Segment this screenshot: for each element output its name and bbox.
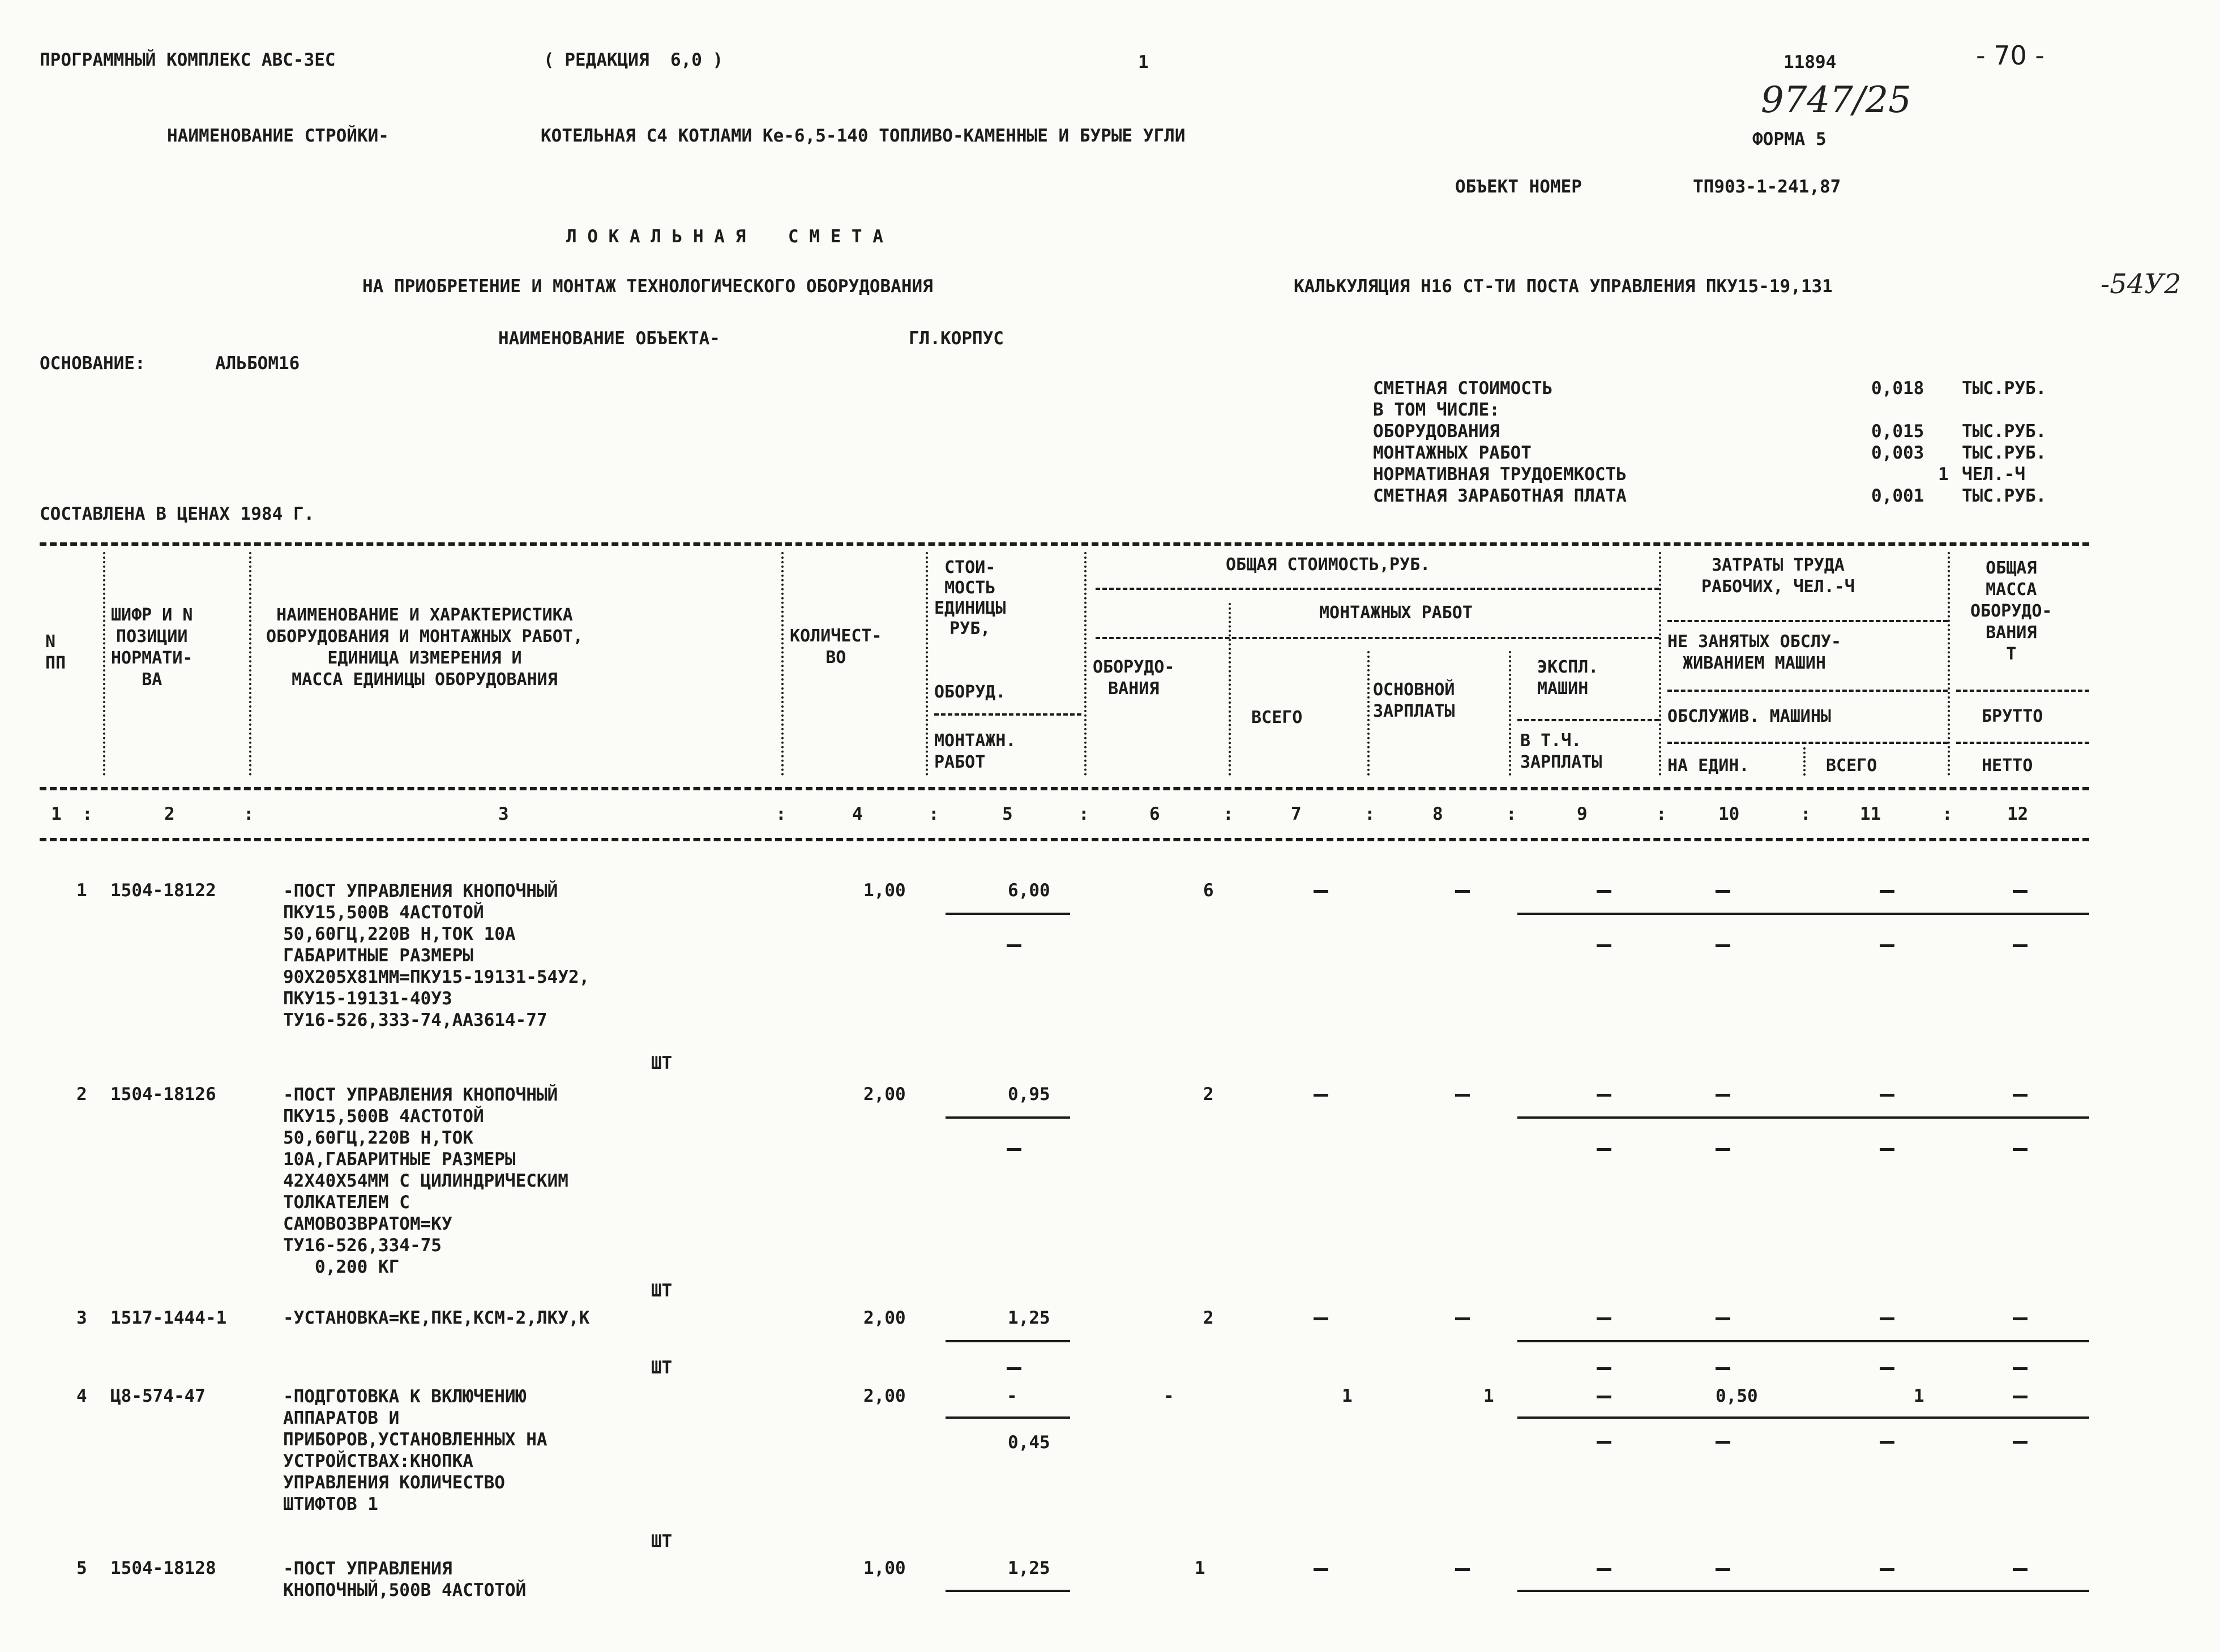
row-unit: ШТ [651,1281,673,1301]
handwritten-code: 9747/25 [1761,79,1911,121]
cell-underline [1517,1416,2089,1419]
cell-dash [1007,944,1021,947]
construction-name: КОТЕЛЬНАЯ С4 КОТЛАМИ Ке-6,5-140 ТОПЛИВО-КАМЕННЫЕ И БУРЫЕ УГЛИ [541,126,1186,146]
row-quantity: 2,00 [863,1084,906,1105]
row-description: -ПОСТ УПРАВЛЕНИЯ КНОПОЧНЫЙ,500В 4АСТОТОЙ [283,1559,527,1600]
row-number: 5 [76,1558,87,1578]
cell-dash [1455,1568,1470,1571]
summary-label: СМЕТНАЯ СТОИМОСТЬ [1373,378,1553,399]
cell-dash [1597,1441,1611,1444]
header-unit-equipment: ОБОРУД. [934,682,1006,702]
cell-dash [1597,1367,1611,1370]
header-base-salary: ОСНОВНОЙ ЗАРПЛАТЫ [1373,680,1455,721]
row-code: 1504-18128 [110,1558,216,1578]
price-basis: СОСТАВЛЕНА В ЦЕНАХ 1984 Г. [40,504,315,524]
cell-dash [1880,890,1894,893]
cell-dash [2013,1568,2027,1571]
header-mounting-total: ВСЕГО [1251,708,1303,727]
header-subline [1667,620,1948,622]
row-description: -ПОСТ УПРАВЛЕНИЯ КНОПОЧНЫЙ ПКУ15,500В 4АСТОТОЙ 50,60ГЦ,220В Н,ТОК 10А,ГАБАРИТНЫЕ РАЗМЕРЫ 42Х40Х54ММ С ЦИЛИНДРИЧЕСКИМ ТОЛКАТЕЛЕМ С САМОВОЗВРАТОМ=КУ ТУ16-526,334-75 0,200 КГ [283,1085,568,1277]
row-code: 1504-18122 [110,880,216,901]
cell-dash [1007,1148,1021,1151]
row-mounting-price: 0,45 [1008,1432,1050,1453]
cell-dash [1007,1367,1021,1370]
summary-label: НОРМАТИВНАЯ ТРУДОЕМКОСТЬ [1373,464,1627,485]
program-edition: ( РЕДАКЦИЯ 6,0 ) [544,50,724,70]
column-number: 12 [2007,804,2029,824]
column-number: 5 [1002,804,1013,824]
header-machine-salary: В Т.Ч. ЗАРПЛАТЫ [1520,731,1602,772]
cell-dash [1716,1568,1730,1571]
summary-value: 0,003 [1871,443,1924,463]
cell-dash [1880,944,1894,947]
cell-dash [1880,1441,1894,1444]
cell-dash [1597,1094,1611,1097]
cell-dash [1597,1396,1611,1398]
row-description: -ПОСТ УПРАВЛЕНИЯ КНОПОЧНЫЙ ПКУ15,500В 4АСТОТОЙ 50,60ГЦ,220В Н,ТОК 10А ГАБАРИТНЫЕ РАЗМЕРЫ 90Х205Х81ММ=ПКУ15-19131-54У2, ПКУ15-19131-40У3 ТУ16-526,333-74,АА3614-77 [283,881,590,1030]
cell-dash [1455,1094,1470,1097]
column-separator [1803,747,1806,776]
column-number-separator: : [1223,804,1234,824]
row-unit-price: - [1007,1386,1017,1406]
cell-dash [2013,1148,2027,1151]
header-number: N ПП [45,632,66,673]
row-unit-price: 1,25 [1008,1558,1050,1578]
cell-dash [2013,1094,2027,1097]
cell-dash [1455,890,1470,893]
row-equipment-cost: 1 [1195,1558,1205,1578]
header-mass: ОБЩАЯ МАССА ОБОРУДО- ВАНИЯ Т [1970,558,2052,664]
column-number-separator: : [243,804,254,824]
cell-dash [1716,1148,1730,1151]
document-code: 11894 [1783,52,1837,72]
header-labor-total: ВСЕГО [1826,756,1877,776]
header-labor-machines: ОБСЛУЖИВ. МАШИНЫ [1667,707,1831,726]
row-equipment-cost: - [1164,1386,1174,1406]
summary-value: 1 [1938,464,1949,485]
document-title: Л О К А Л Ь Н А Я С М Е Т А [566,226,883,247]
summary-value: 0,001 [1871,486,1924,506]
cell-dash [1716,890,1730,893]
row-base-salary: 1 [1483,1386,1494,1406]
row-unit-price: 0,95 [1008,1084,1050,1105]
column-numbers-border [40,838,2089,841]
column-number-separator: : [1656,804,1667,824]
document-subtitle: НА ПРИОБРЕТЕНИЕ И МОНТАЖ ТЕХНОЛОГИЧЕСКОГО ОБОРУДОВАНИЯ [362,276,933,297]
header-total-cost: ОБЩАЯ СТОИМОСТЬ,РУБ. [1226,555,1431,575]
cell-dash [1716,1094,1730,1097]
object-name-label: НАИМЕНОВАНИЕ ОБЪЕКТА- [498,328,720,349]
header-code: ШИФР И N ПОЗИЦИИ НОРМАТИ- ВА [111,605,193,690]
row-quantity: 1,00 [863,1558,906,1578]
cell-underline [946,913,1070,915]
header-description: НАИМЕНОВАНИЕ И ХАРАКТЕРИСТИКА ОБОРУДОВАНИЯ И МОНТАЖНЫХ РАБОТ, ЕДИНИЦА ИЗМЕРЕНИЯ И МАССА ЕДИНИЦЫ ОБОРУДОВАНИЯ [266,605,583,690]
header-machines: ЭКСПЛ. МАШИН [1537,657,1599,699]
cell-dash [1880,1094,1894,1097]
row-equipment-cost: 2 [1203,1308,1214,1328]
row-number: 3 [76,1308,87,1328]
summary-label: СМЕТНАЯ ЗАРАБОТНАЯ ПЛАТА [1373,486,1627,506]
header-subline [1667,690,1948,692]
header-net: НЕТТО [1982,756,2033,776]
header-equipment: ОБОРУДО- ВАНИЯ [1093,657,1175,699]
header-subline [1517,719,1659,721]
row-code: Ц8-574-47 [110,1386,206,1406]
column-number-separator: : [929,804,939,824]
summary-unit: ТЫС.РУБ. [1962,421,2047,442]
row-labor-total: 1 [1914,1386,1924,1406]
cell-underline [946,1340,1070,1342]
calculation-title: КАЛЬКУЛЯЦИЯ Н16 СТ-ТИ ПОСТА УПРАВЛЕНИЯ ПКУ15-19,131 [1294,276,1833,297]
row-quantity: 2,00 [863,1386,906,1406]
object-name: ГЛ.КОРПУС [909,328,1004,349]
cell-underline [946,1416,1070,1419]
summary-value: 0,018 [1871,378,1924,399]
column-number-separator: : [1942,804,1953,824]
row-code: 1517-1444-1 [110,1308,227,1328]
basis-label: ОСНОВАНИЕ: [40,353,146,374]
cell-dash [1716,1441,1730,1444]
header-subline [934,713,1081,716]
cell-dash [1314,890,1328,893]
cell-dash [1597,1568,1611,1571]
row-number: 1 [76,880,87,901]
cell-dash [2013,890,2027,893]
column-number: 6 [1149,804,1160,824]
column-separator [1948,552,1950,776]
row-number: 4 [76,1386,87,1406]
construction-label: НАИМЕНОВАНИЕ СТРОЙКИ- [167,126,389,146]
summary-unit: ТЫС.РУБ. [1962,443,2047,463]
cell-dash [2013,944,2027,947]
header-subline [1956,690,2089,692]
cell-dash [1716,1317,1730,1320]
cell-dash [1880,1568,1894,1571]
program-name: ПРОГРАММНЫЙ КОМПЛЕКС АВС-ЗЕС [40,50,336,70]
cell-dash [1716,944,1730,947]
cell-dash [1880,1148,1894,1151]
column-number: 7 [1291,804,1302,824]
cell-dash [1597,944,1611,947]
cell-dash [1880,1317,1894,1320]
column-number: 8 [1432,804,1443,824]
header-quantity: КОЛИЧЕСТ- ВО [790,626,882,667]
cell-dash [1597,890,1611,893]
summary-unit: ТЫС.РУБ. [1962,486,2047,506]
page-center-number: 1 [1138,52,1149,72]
column-separator [781,552,784,776]
cell-dash [1314,1094,1328,1097]
form-number: ФОРМА 5 [1752,129,1827,149]
cell-dash [2013,1396,2027,1398]
row-unit-price: 1,25 [1008,1308,1050,1328]
row-description: -ПОДГОТОВКА К ВКЛЮЧЕНИЮ АППАРАТОВ И ПРИБОРОВ,УСТАНОВЛЕННЫХ НА УСТРОЙСТВАХ:КНОПКА УПРАВЛЕНИЯ КОЛИЧЕСТВО ШТИФТОВ 1 [283,1386,547,1514]
cell-underline [946,1590,1070,1592]
column-number: 4 [852,804,863,824]
row-mounting-total: 1 [1342,1386,1353,1406]
row-description: -УСТАНОВКА=КЕ,ПКЕ,КСМ-2,ЛКУ,К [283,1308,590,1328]
header-subline [1096,588,1659,590]
column-number: 10 [1718,804,1740,824]
cell-dash [1314,1568,1328,1571]
header-per-unit: НА ЕДИН. [1667,756,1750,776]
header-bottom-border [40,787,2089,790]
column-separator [1509,651,1511,776]
column-separator [249,552,251,776]
cell-dash [1455,1317,1470,1320]
row-quantity: 1,00 [863,880,906,901]
row-labor-per-unit: 0,50 [1716,1386,1758,1406]
header-labor-no-machines: НЕ ЗАНЯТЫХ ОБСЛУ- ЖИВАНИЕМ МАШИН [1667,632,1842,673]
summary-label: МОНТАЖНЫХ РАБОТ [1373,443,1532,463]
column-separator [1229,603,1231,776]
summary-value: 0,015 [1871,421,1924,442]
header-unit-mounting: МОНТАЖН. РАБОТ [934,731,1016,772]
header-subline [1956,742,2089,744]
column-number: 9 [1577,804,1588,824]
basis-value: АЛЬБОМ16 [215,353,300,374]
header-subline [1096,637,1659,639]
row-equipment-cost: 2 [1203,1084,1214,1105]
object-number-label: ОБЪЕКТ НОМЕР [1455,177,1582,197]
row-unit: ШТ [651,1531,673,1552]
column-number-separator: : [82,804,93,824]
row-number: 2 [76,1084,87,1105]
cell-underline [1517,1590,2089,1592]
column-number: 3 [498,804,509,824]
column-separator [1659,552,1661,776]
page-number: - 70 - [1976,40,2044,71]
cell-dash [2013,1367,2027,1370]
column-separator [1367,651,1370,776]
row-code: 1504-18126 [110,1084,216,1105]
column-number-separator: : [1079,804,1089,824]
cell-underline [946,1116,1070,1119]
object-number: ТП903-1-241,87 [1693,177,1841,197]
summary-label: ОБОРУДОВАНИЯ [1373,421,1500,442]
summary-label: В ТОМ ЧИСЛЕ: [1373,400,1500,420]
column-number: 2 [164,804,175,824]
column-separator [926,552,928,776]
row-unit-price: 6,00 [1008,880,1050,901]
cell-dash [1880,1367,1894,1370]
handwritten-calc-suffix: -54У2 [2101,268,2181,300]
column-number-separator: : [776,804,786,824]
header-labor: ЗАТРАТЫ ТРУДА РАБОЧИХ, ЧЕЛ.-Ч [1701,555,1855,597]
summary-unit: ТЫС.РУБ. [1962,378,2047,399]
column-number: 11 [1860,804,1881,824]
row-quantity: 2,00 [863,1308,906,1328]
cell-underline [1517,913,2089,915]
cell-dash [1597,1148,1611,1151]
column-number-separator: : [1800,804,1811,824]
cell-dash [1716,1367,1730,1370]
header-subline [1667,742,1948,744]
cell-underline [1517,1340,2089,1342]
row-unit: ШТ [651,1358,673,1378]
cell-underline [1517,1116,2089,1119]
cell-dash [2013,1317,2027,1320]
table-top-border [40,542,2089,546]
column-number-separator: : [1364,804,1375,824]
cell-dash [1597,1317,1611,1320]
cell-dash [2013,1441,2027,1444]
header-gross: БРУТТО [1982,707,2043,726]
row-equipment-cost: 6 [1203,880,1214,901]
summary-unit: ЧЕЛ.-Ч [1962,464,2025,485]
header-mounting-group: МОНТАЖНЫХ РАБОТ [1319,603,1473,623]
row-unit: ШТ [651,1053,673,1073]
column-separator [103,552,105,776]
cell-dash [1314,1317,1328,1320]
column-number: 1 [51,804,62,824]
column-separator [1084,552,1087,776]
column-number-separator: : [1506,804,1517,824]
header-unit-cost: СТОИ- МОСТЬ ЕДИНИЦЫ РУБ, [934,558,1006,639]
